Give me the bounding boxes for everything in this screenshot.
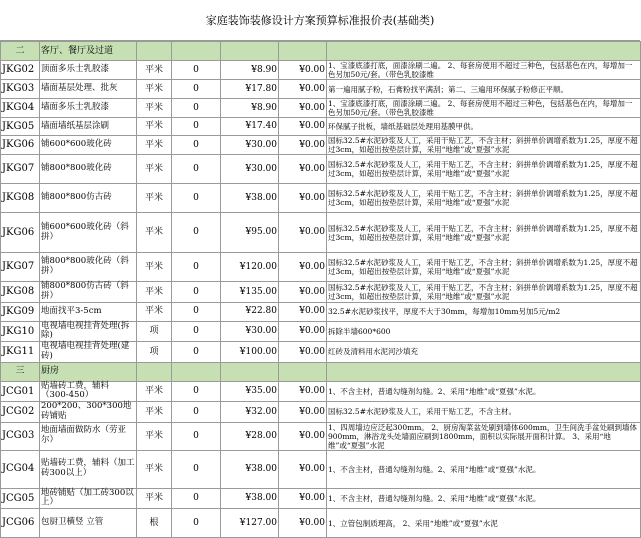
- item-code[interactable]: JCG05: [1, 488, 40, 509]
- item-name[interactable]: 铺600*600玻化砖（斜拼）: [40, 213, 137, 253]
- table-row: [1, 488, 641, 509]
- item-quantity[interactable]: 0: [172, 282, 221, 303]
- item-name[interactable]: 铺800*800仿古砖（斜拼）: [40, 282, 137, 303]
- cell-empty[interactable]: [279, 42, 327, 61]
- item-total[interactable]: ¥0.00: [279, 488, 327, 509]
- item-unit-price[interactable]: ¥8.90: [221, 99, 279, 118]
- table-row: [1, 184, 641, 213]
- table-row: [1, 450, 641, 488]
- item-total[interactable]: ¥0.00: [279, 80, 327, 99]
- item-description[interactable]: 国标32.5#水泥砂浆及人工，采用干贴工艺，不含主材；斜拼单价调增系数为1.25，厚度不超过3cm，如超出按垫层计算，采用“地维”或“夏强”水泥: [327, 184, 641, 213]
- item-unit-price[interactable]: ¥8.90: [221, 61, 279, 80]
- quote-table: [0, 41, 641, 538]
- table-row: [1, 321, 641, 342]
- table-row: [1, 155, 641, 184]
- section-row: [1, 362, 641, 381]
- item-total[interactable]: ¥0.00: [279, 282, 327, 303]
- item-unit[interactable]: 平米: [137, 422, 172, 450]
- item-name[interactable]: 墙面墙纸基层涂刷: [40, 118, 137, 136]
- section-title[interactable]: 厨房: [40, 362, 137, 381]
- table-row: [1, 509, 641, 538]
- item-unit-price[interactable]: ¥30.00: [221, 136, 279, 155]
- item-unit-price[interactable]: ¥22.80: [221, 302, 279, 321]
- item-unit-price[interactable]: ¥120.00: [221, 253, 279, 282]
- item-unit[interactable]: 平米: [137, 118, 172, 136]
- item-unit-price[interactable]: ¥38.00: [221, 488, 279, 509]
- item-unit[interactable]: 平米: [137, 184, 172, 213]
- item-unit[interactable]: 平米: [137, 61, 172, 80]
- item-name[interactable]: 墙面多乐士乳胶漆: [40, 99, 137, 118]
- item-total[interactable]: ¥0.00: [279, 155, 327, 184]
- item-quantity[interactable]: 0: [172, 321, 221, 342]
- cell-empty[interactable]: [137, 362, 172, 381]
- cell-empty[interactable]: [221, 362, 279, 381]
- item-description[interactable]: 国标32.5#水泥砂浆及人工，采用干贴工艺，不含主材。: [327, 402, 641, 423]
- item-quantity[interactable]: 0: [172, 213, 221, 253]
- cell-empty[interactable]: [172, 42, 221, 61]
- item-description[interactable]: 国标32.5#水泥砂浆及人工，采用干贴工艺，不含主材；斜拼单价调增系数为1.25，厚度不超过3cm，如超出按垫层计算，采用“地维”或“夏强”水泥: [327, 213, 641, 253]
- item-description[interactable]: 第一遍用腻子粉，石膏粉找平满刮；第二、三遍用环保腻子粉修正平顺。: [327, 80, 641, 99]
- table-row: [1, 402, 641, 423]
- item-unit[interactable]: 平米: [137, 99, 172, 118]
- item-description[interactable]: 国标32.5#水泥砂浆及人工，采用干贴工艺，不含主材；斜拼单价调增系数为1.25，厚度不超过3cm，如超出按垫层计算，采用“地维”或“夏强”水泥: [327, 155, 641, 184]
- item-total[interactable]: ¥0.00: [279, 422, 327, 450]
- item-name[interactable]: 墙面基层处理、批灰: [40, 80, 137, 99]
- item-unit-price[interactable]: ¥30.00: [221, 155, 279, 184]
- item-unit[interactable]: 平米: [137, 253, 172, 282]
- item-quantity[interactable]: 0: [172, 184, 221, 213]
- item-description[interactable]: 1、宝漆底漆打底，面漆涂刷二遍。 2、每套房使用不超过三种色，包括基色在内，每增加一色另加50元/套。（带色乳胶漆维: [327, 99, 641, 118]
- item-quantity[interactable]: 0: [172, 80, 221, 99]
- table-row: [1, 282, 641, 303]
- item-unit[interactable]: 平米: [137, 213, 172, 253]
- item-description[interactable]: 1、立管包制质理高， 2、采用“地维”或“夏强”水泥: [327, 509, 641, 538]
- table-row: [1, 61, 641, 80]
- item-code[interactable]: JKG05: [1, 118, 40, 136]
- cell-empty[interactable]: [221, 42, 279, 61]
- item-total[interactable]: ¥0.00: [279, 509, 327, 538]
- item-quantity[interactable]: 0: [172, 422, 221, 450]
- item-code[interactable]: JCG02: [1, 402, 40, 423]
- item-name[interactable]: 地砖铺贴（加工砖300以上）: [40, 488, 137, 509]
- item-description[interactable]: 1、不含主材，普通勾缝剂勾缝。2、采用“地维”或“夏强”水泥。: [327, 381, 641, 402]
- item-unit[interactable]: 平米: [137, 381, 172, 402]
- item-unit[interactable]: 平米: [137, 80, 172, 99]
- item-quantity[interactable]: 0: [172, 155, 221, 184]
- item-quantity[interactable]: 0: [172, 488, 221, 509]
- item-name[interactable]: 铺800*800玻化砖（斜拼）: [40, 253, 137, 282]
- item-quantity[interactable]: 0: [172, 509, 221, 538]
- item-code[interactable]: JCG01: [1, 381, 40, 402]
- item-code[interactable]: JKG11: [1, 342, 40, 363]
- item-total[interactable]: ¥0.00: [279, 321, 327, 342]
- item-unit-price[interactable]: ¥32.00: [221, 402, 279, 423]
- item-code[interactable]: JKG03: [1, 80, 40, 99]
- item-code[interactable]: JKG07: [1, 253, 40, 282]
- item-code[interactable]: JKG06: [1, 213, 40, 253]
- item-name[interactable]: 铺800*800仿古砖: [40, 184, 137, 213]
- section-number[interactable]: 二: [1, 42, 40, 61]
- item-unit-price[interactable]: ¥135.00: [221, 282, 279, 303]
- table-row: [1, 80, 641, 99]
- item-description[interactable]: 1、不含主材，普通勾缝剂勾缝。2、采用“地维”或“夏强”水泥。: [327, 450, 641, 488]
- table-row: [1, 302, 641, 321]
- item-unit-price[interactable]: ¥30.00: [221, 321, 279, 342]
- item-unit-price[interactable]: ¥17.80: [221, 80, 279, 99]
- item-unit-price[interactable]: ¥35.00: [221, 381, 279, 402]
- item-description[interactable]: 拆除半墙600*600: [327, 321, 641, 342]
- item-total[interactable]: ¥0.00: [279, 450, 327, 488]
- item-quantity[interactable]: 0: [172, 342, 221, 363]
- item-unit-price[interactable]: ¥38.00: [221, 450, 279, 488]
- item-code[interactable]: JKG08: [1, 282, 40, 303]
- item-unit-price[interactable]: ¥28.00: [221, 422, 279, 450]
- item-name[interactable]: 200*200、300*300地砖铺贴: [40, 402, 137, 423]
- item-total[interactable]: ¥0.00: [279, 302, 327, 321]
- cell-empty[interactable]: [327, 42, 641, 61]
- item-description[interactable]: 环保腻子批板，墙纸基础层处理用基膜甲供。: [327, 118, 641, 136]
- item-unit-price[interactable]: ¥95.00: [221, 213, 279, 253]
- table-row: [1, 342, 641, 363]
- table-row: [1, 422, 641, 450]
- item-unit[interactable]: 平米: [137, 136, 172, 155]
- item-total[interactable]: ¥0.00: [279, 213, 327, 253]
- item-total[interactable]: ¥0.00: [279, 118, 327, 136]
- table-row: [1, 136, 641, 155]
- sheet-title: 家庭装饰装修设计方案预算标准报价表(基础类): [0, 0, 640, 41]
- item-code[interactable]: JCG04: [1, 450, 40, 488]
- item-total[interactable]: ¥0.00: [279, 342, 327, 363]
- item-unit-price[interactable]: ¥38.00: [221, 184, 279, 213]
- item-total[interactable]: ¥0.00: [279, 136, 327, 155]
- item-code[interactable]: JKG07: [1, 155, 40, 184]
- table-row: [1, 99, 641, 118]
- item-quantity[interactable]: 0: [172, 402, 221, 423]
- item-description[interactable]: 1、宝漆底漆打底，面漆涂刷二遍。 2、每套房使用不超过三种色，包括基色在内，每增加一色另加50元/套。（带色乳胶漆维: [327, 61, 641, 80]
- item-total[interactable]: ¥0.00: [279, 402, 327, 423]
- cell-empty[interactable]: [279, 362, 327, 381]
- quote-table-body: [1, 42, 641, 538]
- item-total[interactable]: ¥0.00: [279, 184, 327, 213]
- item-code[interactable]: JCG06: [1, 509, 40, 538]
- item-quantity[interactable]: 0: [172, 118, 221, 136]
- item-unit[interactable]: 平米: [137, 302, 172, 321]
- item-quantity[interactable]: 0: [172, 99, 221, 118]
- item-code[interactable]: JKG08: [1, 184, 40, 213]
- item-unit[interactable]: 项: [137, 321, 172, 342]
- item-quantity[interactable]: 0: [172, 253, 221, 282]
- item-total[interactable]: ¥0.00: [279, 61, 327, 80]
- table-row: [1, 213, 641, 253]
- cell-empty[interactable]: [172, 362, 221, 381]
- section-number[interactable]: 三: [1, 362, 40, 381]
- item-unit-price[interactable]: ¥127.00: [221, 509, 279, 538]
- item-name[interactable]: 包厨卫横竖 立管: [40, 509, 137, 538]
- item-unit[interactable]: 平米: [137, 488, 172, 509]
- item-unit-price[interactable]: ¥100.00: [221, 342, 279, 363]
- cell-empty[interactable]: [137, 42, 172, 61]
- table-row: [1, 253, 641, 282]
- item-unit[interactable]: 根: [137, 509, 172, 538]
- item-quantity[interactable]: 0: [172, 136, 221, 155]
- item-quantity[interactable]: 0: [172, 61, 221, 80]
- item-description[interactable]: 32.5#水泥砂浆找平，厚度不大于30mm，每增加10mm另加5元/m2: [327, 302, 641, 321]
- table-row: [1, 381, 641, 402]
- item-code[interactable]: JCG03: [1, 422, 40, 450]
- item-name[interactable]: 电视墙电视挂背处理(拆除): [40, 321, 137, 342]
- item-total[interactable]: ¥0.00: [279, 381, 327, 402]
- item-unit[interactable]: 平米: [137, 282, 172, 303]
- item-name[interactable]: 贴墙砖工费，辅料（300-450）: [40, 381, 137, 402]
- item-unit[interactable]: 平米: [137, 450, 172, 488]
- item-quantity[interactable]: 0: [172, 450, 221, 488]
- item-unit[interactable]: 平米: [137, 402, 172, 423]
- item-unit-price[interactable]: ¥17.40: [221, 118, 279, 136]
- item-total[interactable]: ¥0.00: [279, 99, 327, 118]
- item-code[interactable]: JKG02: [1, 61, 40, 80]
- cell-empty[interactable]: [327, 362, 641, 381]
- item-description[interactable]: 国标32.5#水泥砂浆及人工，采用干贴工艺，不含主材；斜拼单价调增系数为1.25，厚度不超过3cm，如超出按垫层计算，采用“地维”或“夏强”水泥: [327, 136, 641, 155]
- section-title[interactable]: 客厅、餐厅及过道: [40, 42, 137, 61]
- item-unit[interactable]: 平米: [137, 155, 172, 184]
- item-name[interactable]: 地面找平3-5cm: [40, 302, 137, 321]
- item-total[interactable]: ¥0.00: [279, 253, 327, 282]
- item-description[interactable]: 国标32.5#水泥砂浆及人工，采用干贴工艺，不含主材；斜拼单价调增系数为1.25，厚度不超过3cm，如超出按垫层计算，采用“地维”或“夏强”水泥: [327, 253, 641, 282]
- item-code[interactable]: JKG06: [1, 136, 40, 155]
- item-description[interactable]: 红砖及清料用水泥河沙填充: [327, 342, 641, 363]
- item-name[interactable]: 地面墙面做防水（劳亚尔）: [40, 422, 137, 450]
- item-code[interactable]: JKG09: [1, 302, 40, 321]
- item-code[interactable]: JKG10: [1, 321, 40, 342]
- section-row: [1, 42, 641, 61]
- item-description[interactable]: 国标32.5#水泥砂浆及人工，采用干贴工艺，不含主材；斜拼单价调增系数为1.25，厚度不超过3cm，如超出按垫层计算，采用“地维”或“夏强”水泥: [327, 282, 641, 303]
- item-description[interactable]: 1、四周墙边应泛起300mm。 2、厨房淘菜盆处刷到墙体600mm，卫生间洗手盆处刷到墙体900mm，淋浴龙头处墙面应刷到1800mm，面积以实际展开面积计算。 3、采用“地维”或“夏强”水泥: [327, 422, 641, 450]
- item-name[interactable]: 贴墙砖工费，辅料（加工砖300以上）: [40, 450, 137, 488]
- item-name[interactable]: 铺600*600玻化砖: [40, 136, 137, 155]
- item-quantity[interactable]: 0: [172, 381, 221, 402]
- item-unit[interactable]: 项: [137, 342, 172, 363]
- item-quantity[interactable]: 0: [172, 302, 221, 321]
- item-description[interactable]: 1、不含主材，普通勾缝剂勾缝。2、采用“地维”或“夏强”水泥。: [327, 488, 641, 509]
- item-name[interactable]: 电视墙电视挂背处理(建砖): [40, 342, 137, 363]
- item-name[interactable]: 铺800*800玻化砖: [40, 155, 137, 184]
- item-code[interactable]: JKG04: [1, 99, 40, 118]
- table-row: [1, 118, 641, 136]
- item-name[interactable]: 顶面多乐士乳胶漆: [40, 61, 137, 80]
